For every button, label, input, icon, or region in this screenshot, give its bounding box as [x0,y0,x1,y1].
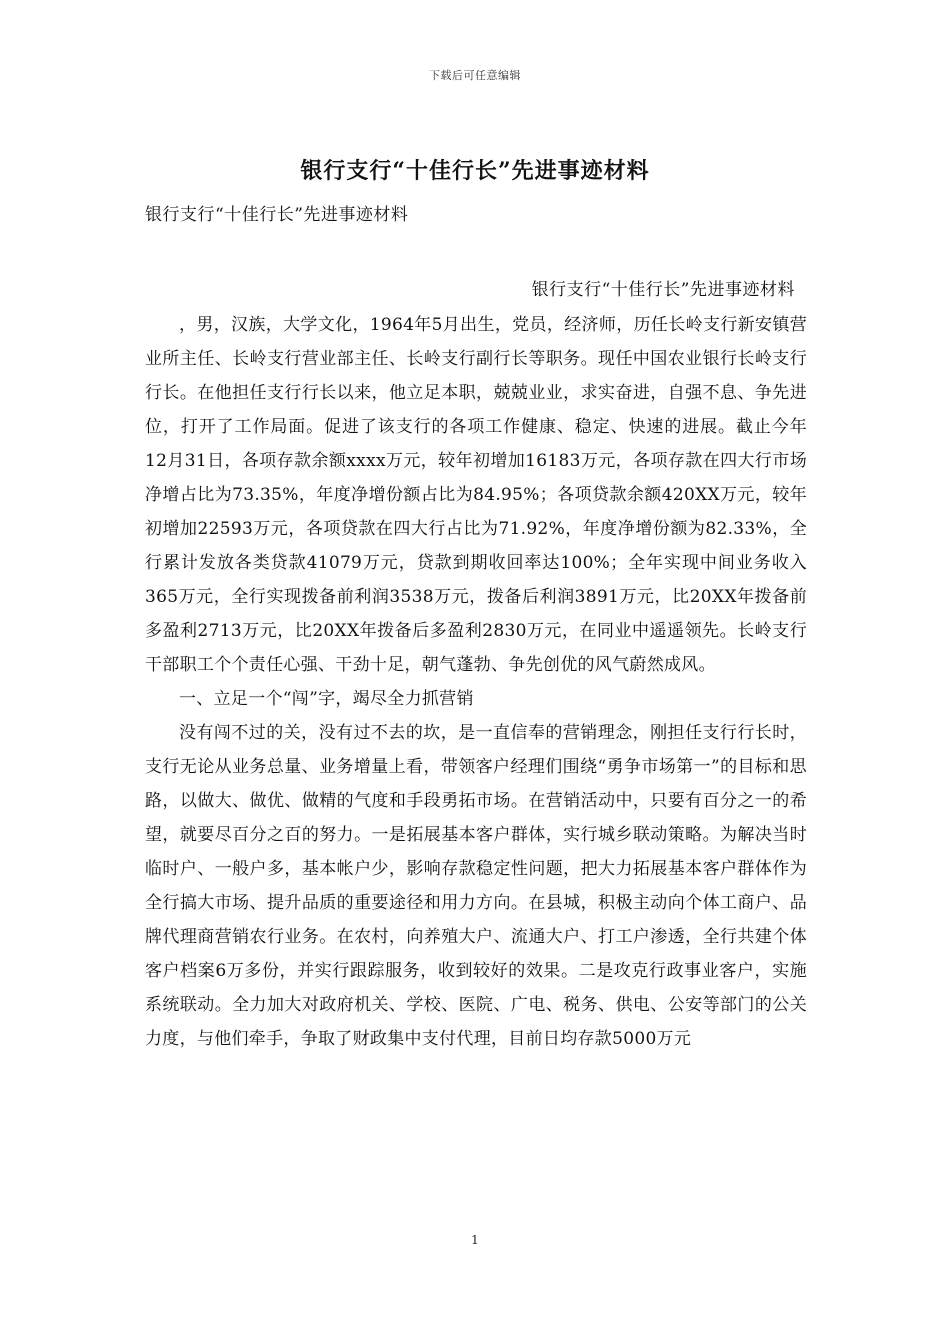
paragraph: 没有闯不过的关，没有过不去的坎，是一直信奉的营销理念，刚担任支行行长时，支行无论从业务总量、业务增量上看，带领客户经理们围绕“勇争市场第一”的目标和思路，以做大、做优、做精的气度和手段勇拓市场。在营销活动中，只要有百分之一的希望，就要尽百分之百的努力。一是拓展基本客户群体，实行城乡联动策略。为解决当时临时户、一般户多，基本帐户少，影响存款稳定性问题，把大力拓展基本客户群体作为全行搞大市场、提升品质的重要途径和用力方向。在县城，积极主动向个体工商户、品牌代理商营销农行业务。在农村，向养殖大户、流通大户、打工户渗透，全行共建个体客户档案6万多份，并实行跟踪服务，收到较好的效果。二是攻克行政事业客户，实施系统联动。全力加大对政府机关、学校、医院、广电、税务、供电、公安等部门的公关力度，与他们牵手，争取了财政集中支付代理，目前日均存款5000万元 [145,723,807,1049]
body-text [145,308,807,1056]
paragraph: ，男，汉族，大学文化，1964年5月出生，党员，经济师，历任长岭支行新安镇营业所主任、长岭支行营业部主任、长岭支行副行长等职务。现任中国农业银行长岭支行行长。在他担任支行行长以来，他立足本职，兢兢业业，求实奋进，自强不息、争先进位，打开了工作局面。促进了该支行的各项工作健康、稳定、快速的进展。截止今年12月31日，各项存款余额xxxx万元，较年初增加16183万元，各项存款在四大行市场净增占比为73.35%，年度净增份额占比为84.95%；各项贷款余额420XX万元，较年初增加22593万元，各项贷款在四大行占比为71.92%，年度净增份额为82.33%，全行累计发放各类贷款41079万元，贷款到期收回率达100%；全年实现中间业务收入365万元，全行实现拨备前利润3538万元，拨备后利润3891万元，比20XX年拨备前多盈利2713万元，比20XX年拨备后多盈利2830万元，在同业中遥遥领先。长岭支行干部职工个个责任心强、干劲十足，朝气蓬勃、争先创优的风气蔚然成风。 [145,315,807,675]
document-title: 银行支行“十佳行长”先进事迹材料 [300,158,650,184]
document-subtitle: 银行支行“十佳行长”先进事迹材料 [145,205,409,225]
right-aligned-title: 银行支行“十佳行长”先进事迹材料 [531,280,795,300]
section-heading: 一、立足一个“闯”字，竭尽全力抓营销 [179,689,474,709]
page-number: 1 [471,1233,479,1247]
header-note: 下载后可任意编辑 [429,69,521,82]
